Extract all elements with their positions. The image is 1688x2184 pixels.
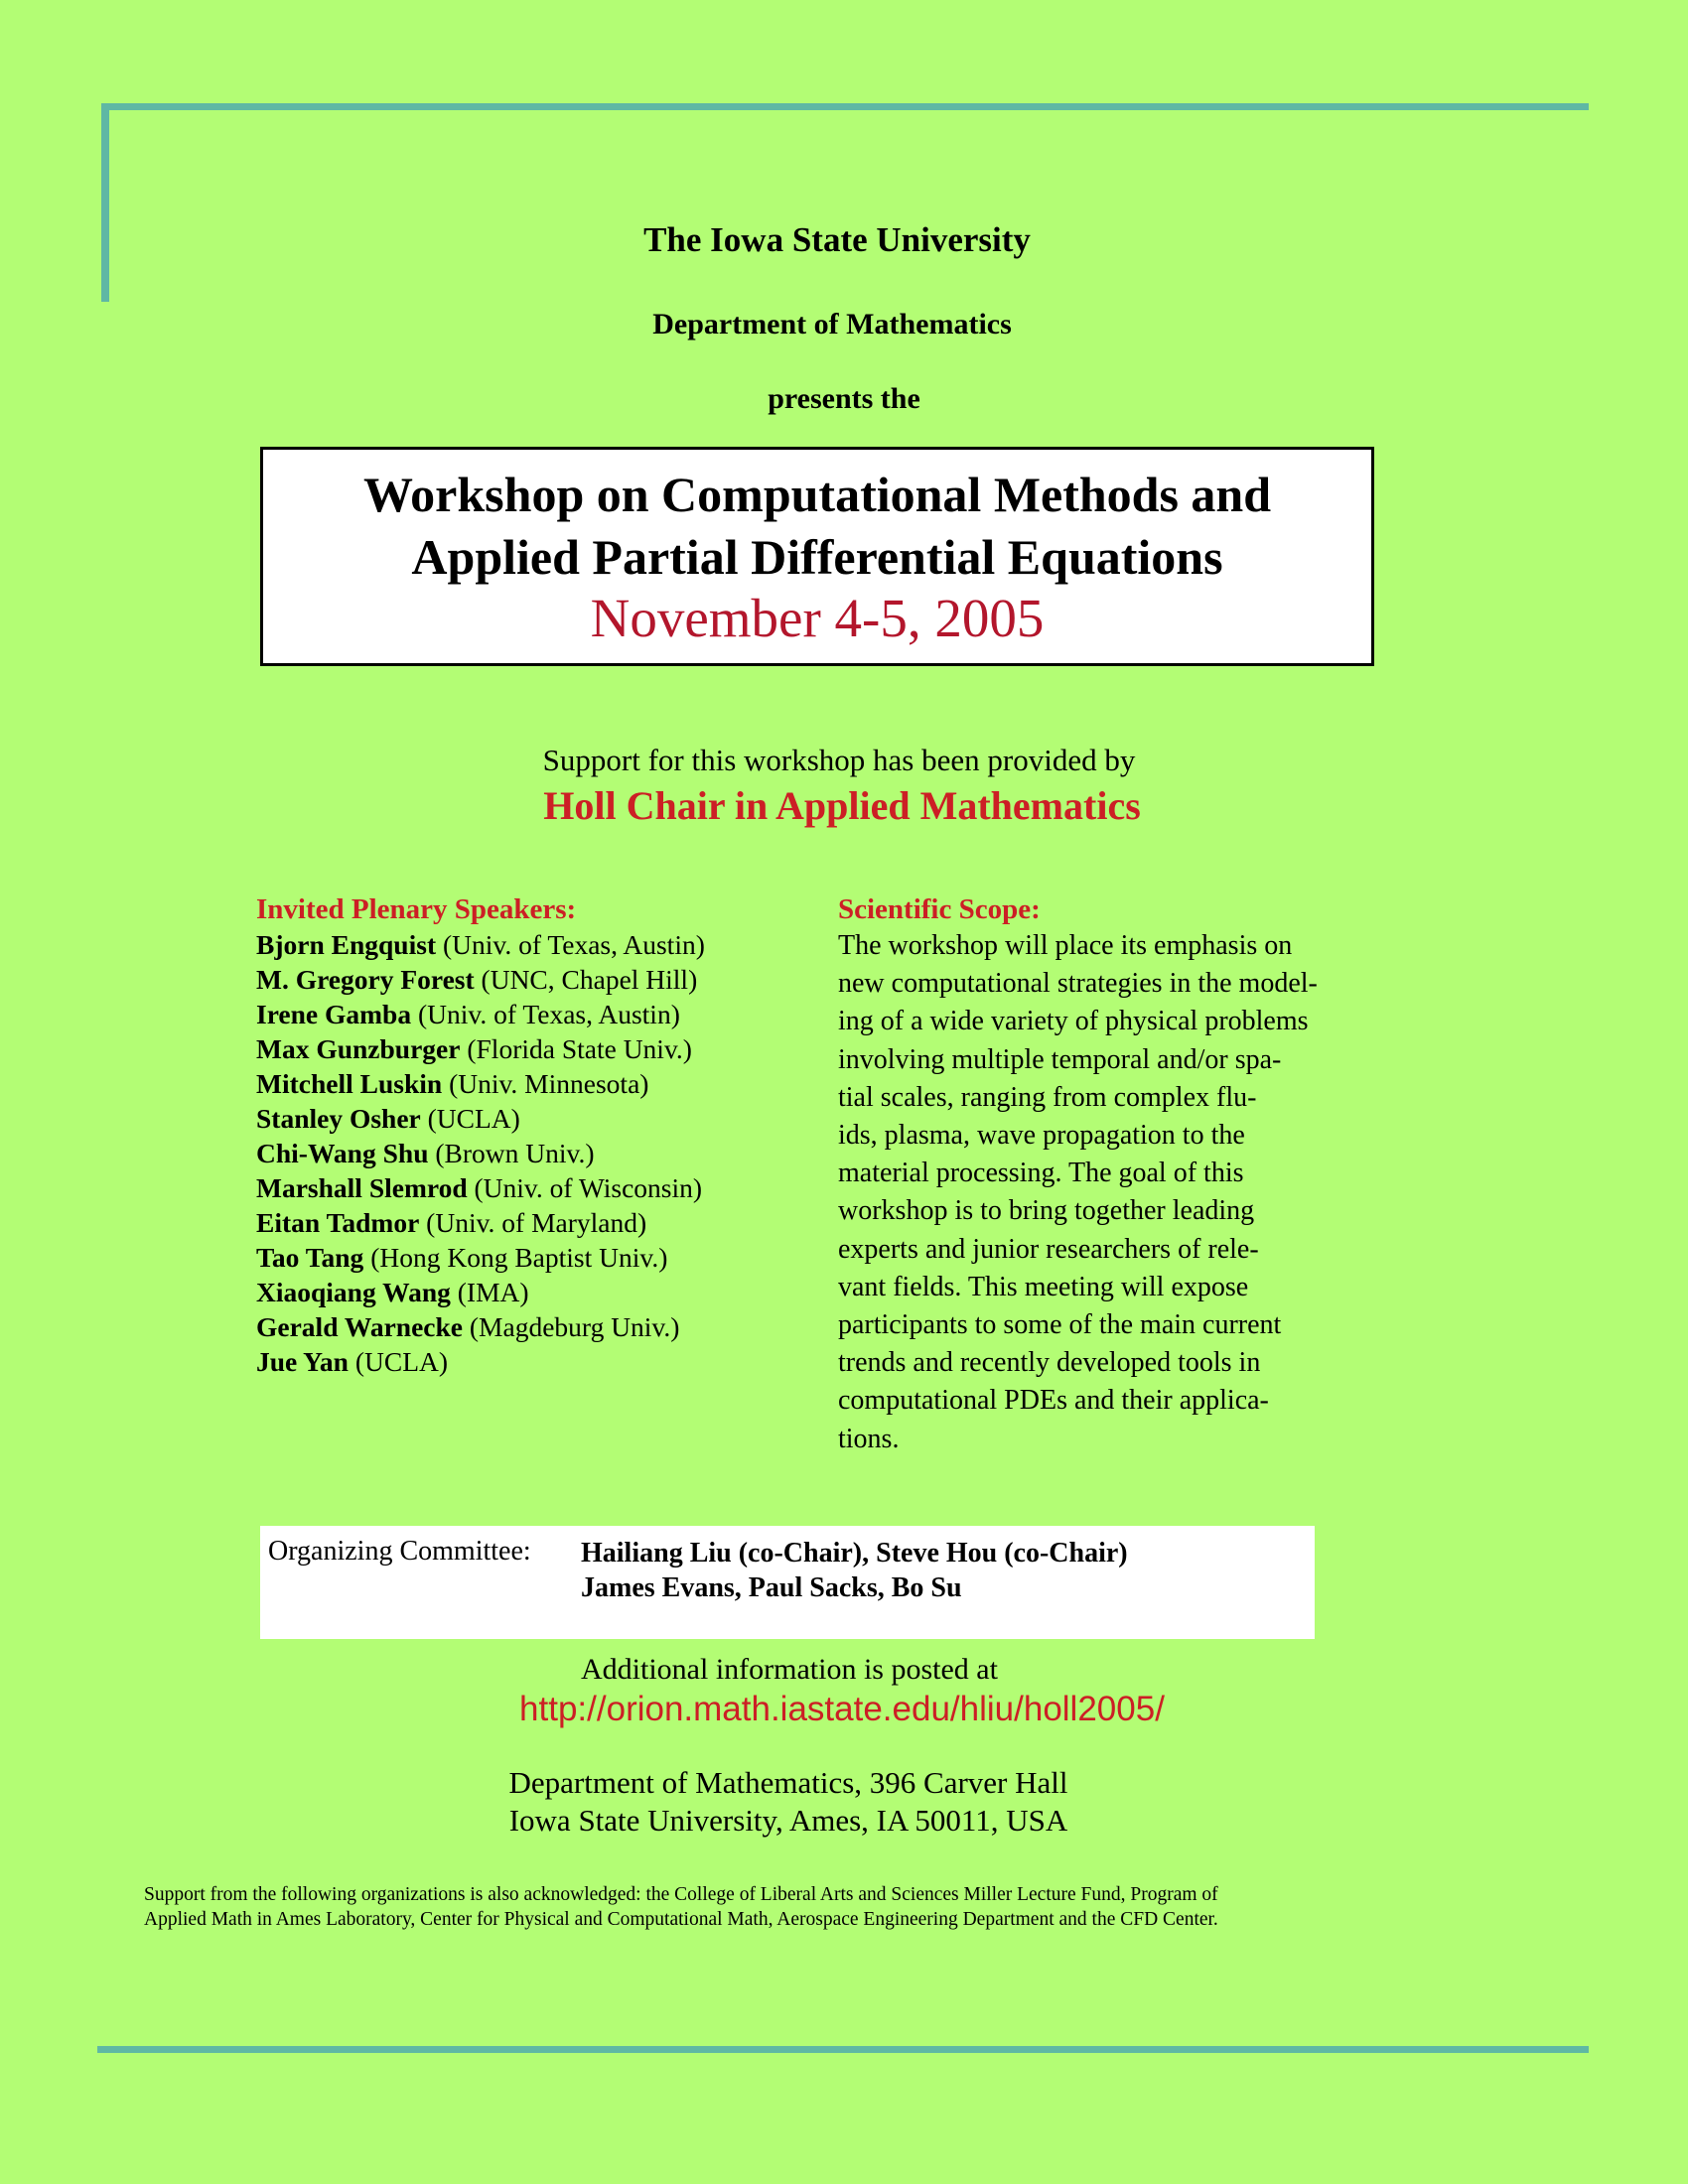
- scope-line: experts and junior researchers of rele-: [838, 1233, 1259, 1265]
- acknowledgement-line-2: Applied Math in Ames Laboratory, Center for Physical and Computational Math, Aerospace Engineering Department and the CFD Center.: [144, 1909, 1218, 1930]
- speaker-item: [256, 1344, 812, 1379]
- acknowledgement-line-1: Support from the following organizations is also acknowledged: the College of Liberal Arts and Sciences Miller Lecture Fund, Program of: [144, 1884, 1218, 1905]
- committee-members-line-1: Hailiang Liu (co-Chair), Steve Hou (co-Chair): [581, 1538, 1128, 1569]
- speaker-item: [256, 997, 812, 1031]
- scope-line: workshop is to bring together leading: [838, 1195, 1255, 1227]
- speaker-item: [256, 962, 812, 997]
- top-border-rule: [101, 103, 1589, 110]
- speaker-affiliation: (Univ. of Wisconsin): [467, 1172, 703, 1203]
- speaker-affiliation: (UCLA): [348, 1346, 449, 1377]
- presents-text: presents the: [768, 382, 920, 415]
- speaker-name: Eitan Tadmor: [256, 1207, 420, 1238]
- speaker-affiliation: (UCLA): [420, 1103, 520, 1134]
- speaker-affiliation: (Magdeburg Univ.): [463, 1311, 680, 1342]
- scope-line: The workshop will place its emphasis on: [838, 930, 1293, 961]
- scope-line: tial scales, ranging from complex flu-: [838, 1081, 1257, 1113]
- committee-members-line-2: James Evans, Paul Sacks, Bo Su: [581, 1572, 962, 1603]
- speaker-name: Irene Gamba: [256, 999, 412, 1029]
- speaker-name: Jue Yan: [256, 1346, 349, 1377]
- speaker-affiliation: (Univ. Minnesota): [442, 1068, 649, 1099]
- workshop-title-box: [260, 447, 1374, 666]
- speaker-name: Bjorn Engquist: [256, 929, 437, 960]
- mailing-address: [0, 1764, 1577, 1840]
- scope-line: involving multiple temporal and/or spa-: [838, 1043, 1282, 1075]
- committee-members: [581, 1536, 1128, 1605]
- speaker-affiliation: (Brown Univ.): [428, 1138, 595, 1168]
- speaker-affiliation: (Univ. of Texas, Austin): [411, 999, 680, 1029]
- speakers-list: [256, 927, 812, 1379]
- scope-line: tions.: [838, 1423, 900, 1454]
- speaker-affiliation: (UNC, Chapel Hill): [474, 964, 698, 995]
- speaker-item: [256, 1309, 812, 1344]
- speaker-name: Tao Tang: [256, 1242, 364, 1273]
- workshop-url-link[interactable]: http://orion.math.iastate.edu/hliu/holl2005/: [519, 1690, 1165, 1728]
- speaker-name: Xiaoqiang Wang: [256, 1277, 451, 1307]
- speaker-item: [256, 1031, 812, 1066]
- speaker-item: [256, 1240, 812, 1275]
- bottom-border-rule: [97, 2046, 1589, 2053]
- speaker-item: [256, 1101, 812, 1136]
- left-border-rule: [101, 103, 109, 302]
- speaker-item: [256, 1205, 812, 1240]
- additional-info-text: Additional information is posted at: [581, 1653, 998, 1686]
- acknowledgement-text: [144, 1882, 1435, 1932]
- workshop-date: November 4-5, 2005: [590, 588, 1045, 648]
- address-line-1: Department of Mathematics, 396 Carver Hall: [508, 1765, 1068, 1800]
- support-text: Support for this workshop has been provided by: [542, 743, 1136, 777]
- speaker-name: Chi-Wang Shu: [256, 1138, 429, 1168]
- speaker-item: [256, 1170, 812, 1205]
- speaker-affiliation: (Hong Kong Baptist Univ.): [363, 1242, 668, 1273]
- scope-line: new computational strategies in the model-: [838, 968, 1318, 1000]
- scope-heading: Scientific Scope:: [838, 893, 1041, 925]
- speaker-name: Mitchell Luskin: [256, 1068, 443, 1099]
- speaker-name: M. Gregory Forest: [256, 964, 475, 995]
- scope-section: [838, 892, 1394, 1458]
- speaker-item: [256, 1066, 812, 1101]
- scope-paragraph: [838, 927, 1394, 1458]
- speaker-item: [256, 927, 812, 962]
- speaker-affiliation: (Univ. of Maryland): [419, 1207, 647, 1238]
- scope-line: vant fields. This meeting will expose: [838, 1271, 1249, 1302]
- workshop-title-line-1: Workshop on Computational Methods and: [362, 467, 1272, 522]
- speaker-item: [256, 1136, 812, 1170]
- scope-line: ids, plasma, wave propagation to the: [838, 1120, 1245, 1152]
- department-name: Department of Mathematics: [652, 308, 1012, 341]
- committee-label: Organizing Committee:: [268, 1536, 531, 1567]
- sponsor-name: Holl Chair in Applied Mathematics: [543, 783, 1141, 828]
- scope-line: computational PDEs and their applica-: [838, 1385, 1269, 1417]
- workshop-title-line-2: Applied Partial Differential Equations: [411, 529, 1223, 585]
- speaker-affiliation: (Florida State Univ.): [460, 1033, 692, 1064]
- speakers-heading: Invited Plenary Speakers:: [256, 893, 577, 925]
- university-name: The Iowa State University: [643, 220, 1031, 259]
- speaker-item: [256, 1275, 812, 1309]
- scope-line: ing of a wide variety of physical problems: [838, 1006, 1309, 1037]
- speaker-name: Marshall Slemrod: [256, 1172, 468, 1203]
- speaker-affiliation: (Univ. of Texas, Austin): [436, 929, 705, 960]
- address-line-2: Iowa State University, Ames, IA 50011, USA: [508, 1803, 1068, 1838]
- speaker-name: Stanley Osher: [256, 1103, 421, 1134]
- scope-line: material processing. The goal of this: [838, 1158, 1244, 1189]
- organizing-committee-box: [260, 1526, 1315, 1639]
- speaker-affiliation: (IMA): [450, 1277, 529, 1307]
- scope-line: trends and recently developed tools in: [838, 1347, 1261, 1379]
- speakers-section: [256, 892, 812, 1379]
- speaker-name: Gerald Warnecke: [256, 1311, 464, 1342]
- scope-line: participants to some of the main current: [838, 1309, 1282, 1341]
- speaker-name: Max Gunzburger: [256, 1033, 461, 1064]
